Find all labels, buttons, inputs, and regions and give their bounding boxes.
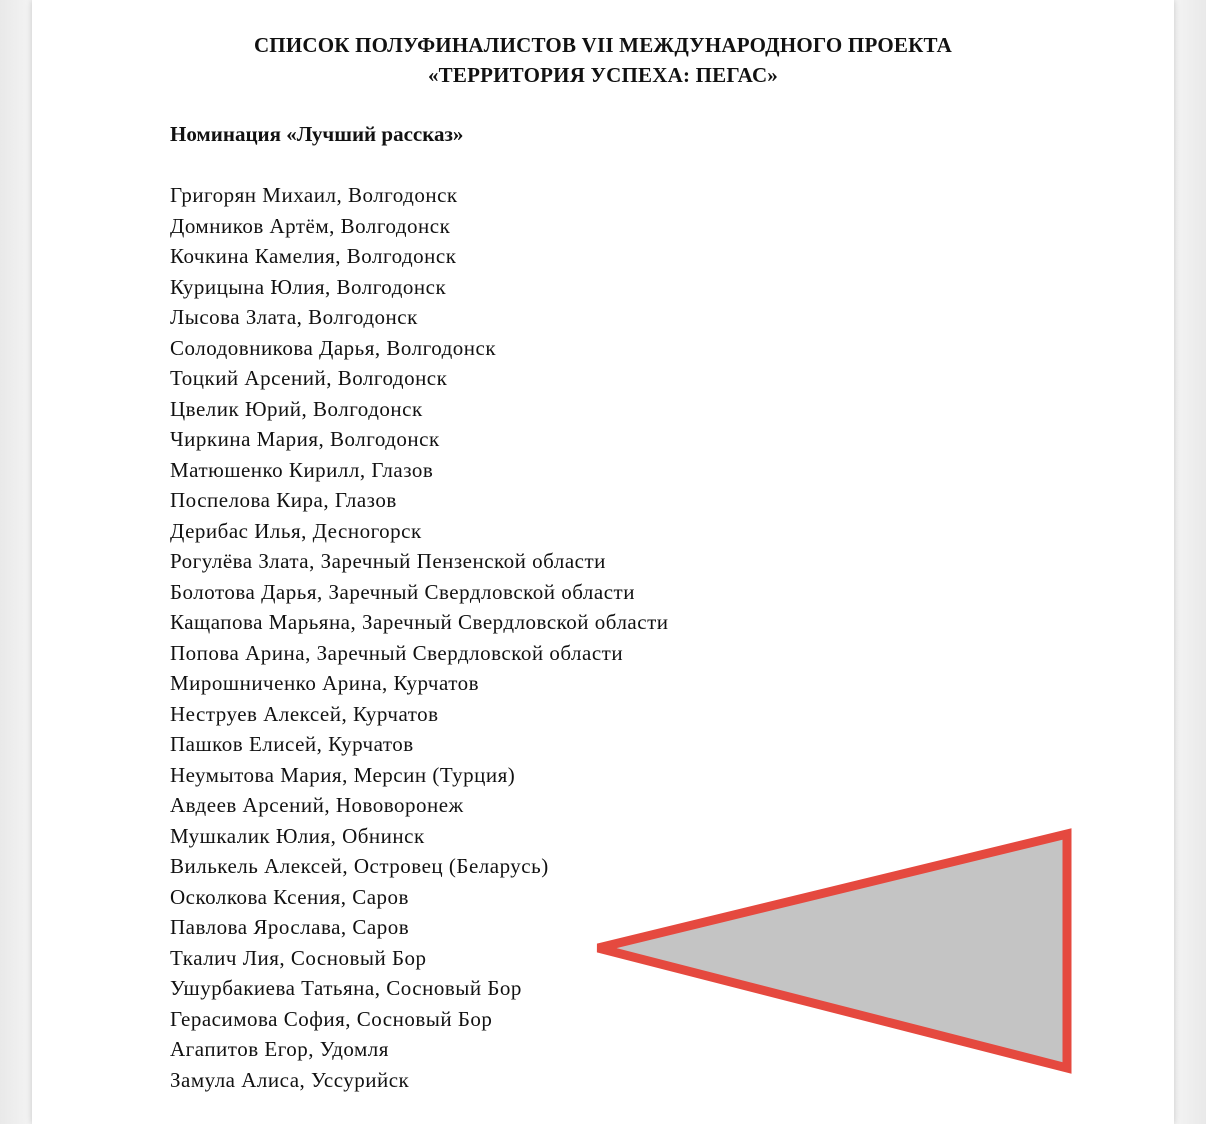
list-item: Вилькель Алексей, Островец (Беларусь) — [170, 854, 549, 878]
list-item: Кочкина Камелия, Волгодонск — [170, 244, 457, 268]
document-title — [32, 30, 1174, 90]
list-item: Дерибас Илья, Десногорск — [170, 518, 422, 543]
list-item: Поспелова Кира, Глазов — [170, 488, 397, 512]
list-item: Герасимова София, Сосновый Бор — [170, 1006, 493, 1031]
nomination-heading: Номинация «Лучший рассказ» — [170, 122, 464, 146]
list-item: Григорян Михаил, Волгодонск — [170, 183, 458, 207]
list-item: Замула Алиса, Уссурийск — [170, 1067, 410, 1092]
list-item: Неумытова Мария, Мерсин (Турция) — [170, 762, 516, 787]
list-item: Матюшенко Кирилл, Глазов — [170, 457, 434, 482]
list-item: Курицына Юлия, Волгодонск — [170, 274, 447, 299]
list-item: Домников Артём, Волгодонск — [170, 213, 451, 238]
list-item: Тоцкий Арсений, Волгодонск — [170, 366, 448, 390]
document-page — [32, 0, 1174, 1124]
list-item: Болотова Дарья, Заречный Свердловской области — [170, 579, 635, 604]
list-item: Солодовникова Дарья, Волгодонск — [170, 335, 497, 360]
title-line-1: СПИСОК ПОЛУФИНАЛИСТОВ VII МЕЖДУНАРОДНОГО ПРОЕКТА — [253, 33, 953, 57]
list-item: Пашков Елисей, Курчатов — [170, 732, 414, 756]
participant-list — [170, 180, 668, 1095]
list-item: Попова Арина, Заречный Свердловской области — [170, 640, 624, 665]
list-item: Рогулёва Злата, Заречный Пензенской области — [170, 549, 606, 573]
list-item: Цвелик Юрий, Волгодонск — [170, 396, 423, 421]
list-item: Авдеев Арсений, Нововоронеж — [170, 793, 464, 817]
title-line-2: «ТЕРРИТОРИЯ УСПЕХА: ПЕГАС» — [427, 63, 779, 87]
list-item: Мирошниченко Арина, Курчатов — [170, 671, 480, 695]
list-item: Осколкова Ксения, Саров — [170, 884, 409, 909]
list-item: Лысова Злата, Волгодонск — [170, 305, 418, 329]
list-item: Ушурбакиева Татьяна, Сосновый Бор — [170, 976, 522, 1000]
list-item: Ткалич Лия, Сосновый Бор — [170, 945, 427, 970]
list-item: Неструев Алексей, Курчатов — [170, 701, 439, 726]
list-item: Агапитов Егор, Удомля — [170, 1037, 389, 1061]
list-item: Кащапова Марьяна, Заречный Свердловской области — [170, 610, 669, 634]
list-item: Мушкалик Юлия, Обнинск — [170, 823, 425, 848]
list-item: Павлова Ярослава, Саров — [170, 915, 410, 939]
list-item: Чиркина Мария, Волгодонск — [170, 427, 440, 451]
